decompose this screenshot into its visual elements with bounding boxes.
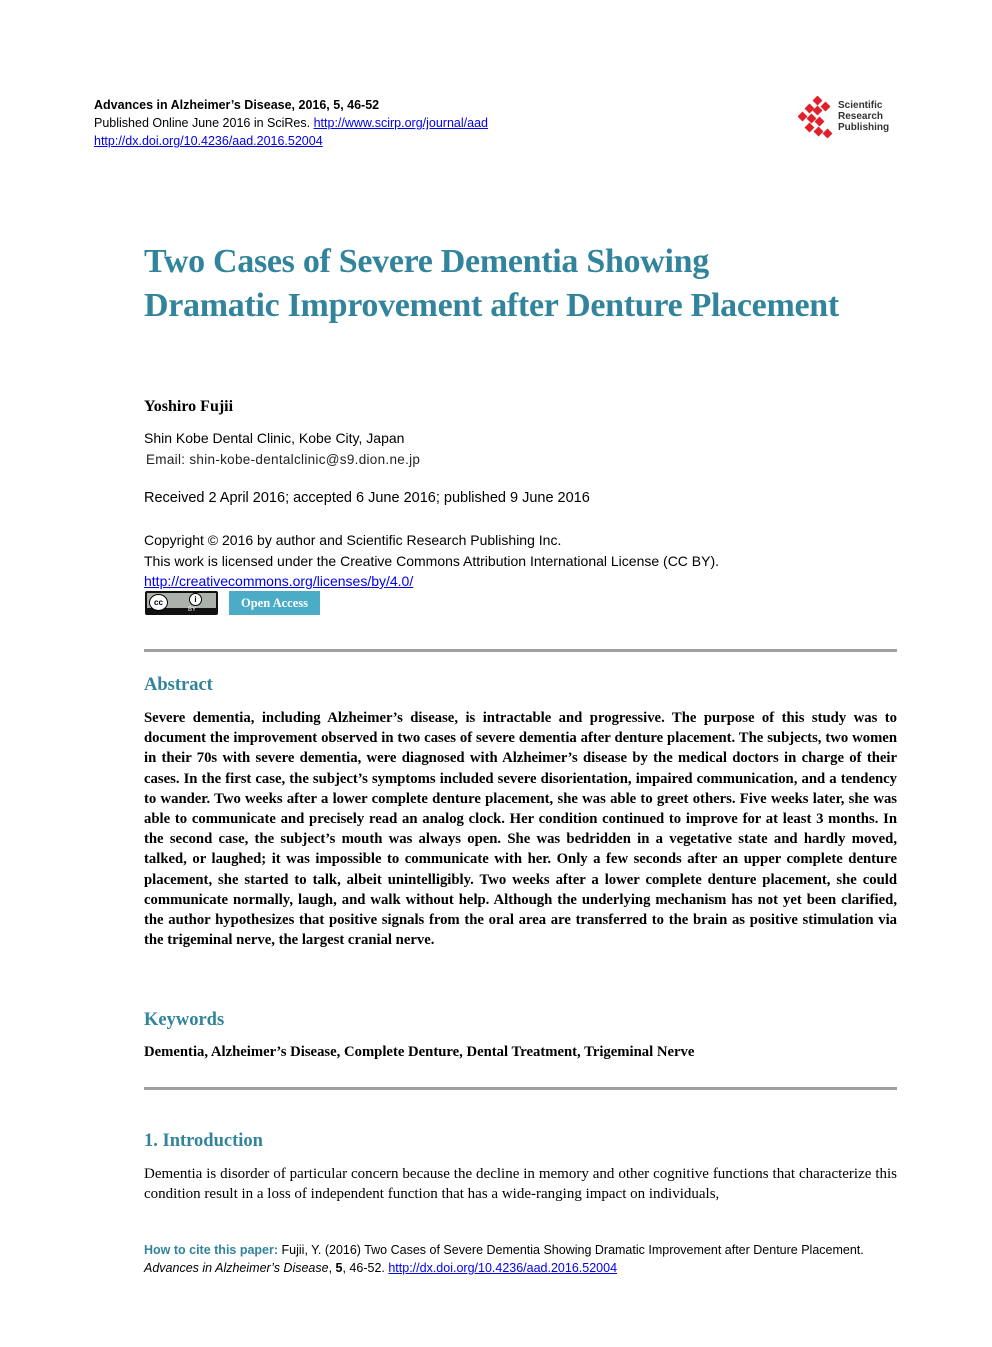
cc-icon: cc bbox=[149, 594, 168, 611]
journal-citation-line: Advances in Alzheimer’s Disease, 2016, 5, 46-52 bbox=[94, 98, 380, 112]
diamond-cluster-icon bbox=[798, 96, 838, 140]
citation-label: How to cite this paper: bbox=[144, 1243, 279, 1257]
citation-footer: How to cite this paper: Fujii, Y. (2016) Two Cases of Severe Dementia Showing Dramatic Improvement after Denture Placement. Advances in Alzheimer’s Disease, 5, 46-52. http://dx.doi.org/10.4236/aad.2016.52004 bbox=[144, 1243, 864, 1275]
author-affiliation: Shin Kobe Dental Clinic, Kobe City, Japan bbox=[144, 430, 405, 446]
by-label: BY bbox=[188, 607, 197, 613]
introduction-heading: 1. Introduction bbox=[144, 1131, 263, 1151]
license-block bbox=[144, 530, 719, 592]
doi-link[interactable]: http://dx.doi.org/10.4236/aad.2016.52004 bbox=[94, 134, 323, 148]
section-divider bbox=[144, 1087, 897, 1090]
section-divider bbox=[144, 649, 897, 652]
published-line bbox=[94, 114, 488, 132]
author-email: Email: shin-kobe-dentalclinic@s9.dion.ne.jp bbox=[146, 452, 421, 467]
published-text: Published Online June 2016 in SciRes. bbox=[94, 116, 311, 130]
citation-journal: Advances in Alzheimer’s Disease bbox=[144, 1261, 329, 1275]
paper-title: Two Cases of Severe Dementia Showing Dramatic Improvement after Denture Placement bbox=[144, 243, 839, 324]
author-name: Yoshiro Fujii bbox=[144, 398, 234, 415]
license-link[interactable]: http://creativecommons.org/licenses/by/4.0/ bbox=[144, 573, 414, 589]
journal-header bbox=[94, 96, 488, 150]
open-access-badge[interactable]: Open Access bbox=[229, 591, 320, 615]
copyright-text: Copyright © 2016 by author and Scientific Research Publishing Inc. bbox=[144, 532, 562, 548]
introduction-text: Dementia is disorder of particular concern because the decline in memory and other cognitive functions that characterize this condition result in a loss of independent function that has a wide-ranging impact on individuals, bbox=[144, 1166, 897, 1202]
abstract-text: Severe dementia, including Alzheimer’s disease, is intractable and progressive. The purpose of this study was to document the improvement observed in two cases of severe dementia after denture placement. The subjects, two women in their 70s with severe dementia, were diagnosed with Alzheimer’s disease by the medical doctors in charge of their cases. In the first case, the subject’s symptoms included severe disorientation, impaired communication, and a tendency to wander. Two weeks after a lower complete denture placement, she was able to greet others. Five weeks later, she was able to communicate and precisely read an analog clock. Her condition continued to improve for at least 3 months. In the second case, the subject’s mouth was always open. She was bedridden in a vegetative state and hardly moved, talked, or laughed; it was impossible to communicate with her. Only a few seconds after an upper complete denture placement, she started to talk, albeit unintelligibly. Two weeks after a lower complete denture placement, she could communicate normally, laugh, and walk without help. Although the underlying mechanism has not yet been clarified, the author hypothesizes that positive signals from the oral area are transferred to the brain as positive stimulation via the trigeminal nerve, the largest cranial nerve. bbox=[144, 710, 897, 949]
journal-url-link[interactable]: http://www.scirp.org/journal/aad bbox=[313, 116, 488, 130]
keywords-heading: Keywords bbox=[144, 1010, 225, 1030]
citation-pages: , 46-52. bbox=[342, 1261, 389, 1275]
keywords-text: Dementia, Alzheimer’s Disease, Complete Denture, Dental Treatment, Trigeminal Nerve bbox=[144, 1044, 695, 1060]
citation-doi-link[interactable]: http://dx.doi.org/10.4236/aad.2016.52004 bbox=[388, 1261, 618, 1275]
publisher-name: Scientific Research Publishing bbox=[838, 100, 890, 133]
cc-by-badge[interactable] bbox=[145, 591, 218, 615]
attribution-icon: i bbox=[189, 593, 202, 606]
publisher-logo bbox=[798, 96, 908, 140]
citation-text: Fujii, Y. (2016) Two Cases of Severe Dementia Showing Dramatic Improvement after Denture Placement. bbox=[278, 1243, 864, 1257]
citation-volume: 5 bbox=[335, 1261, 343, 1275]
license-statement: This work is licensed under the Creative Commons Attribution International License (CC BY). bbox=[144, 552, 720, 569]
abstract-heading: Abstract bbox=[144, 675, 213, 695]
publication-dates: Received 2 April 2016; accepted 6 June 2016; published 9 June 2016 bbox=[144, 490, 590, 506]
